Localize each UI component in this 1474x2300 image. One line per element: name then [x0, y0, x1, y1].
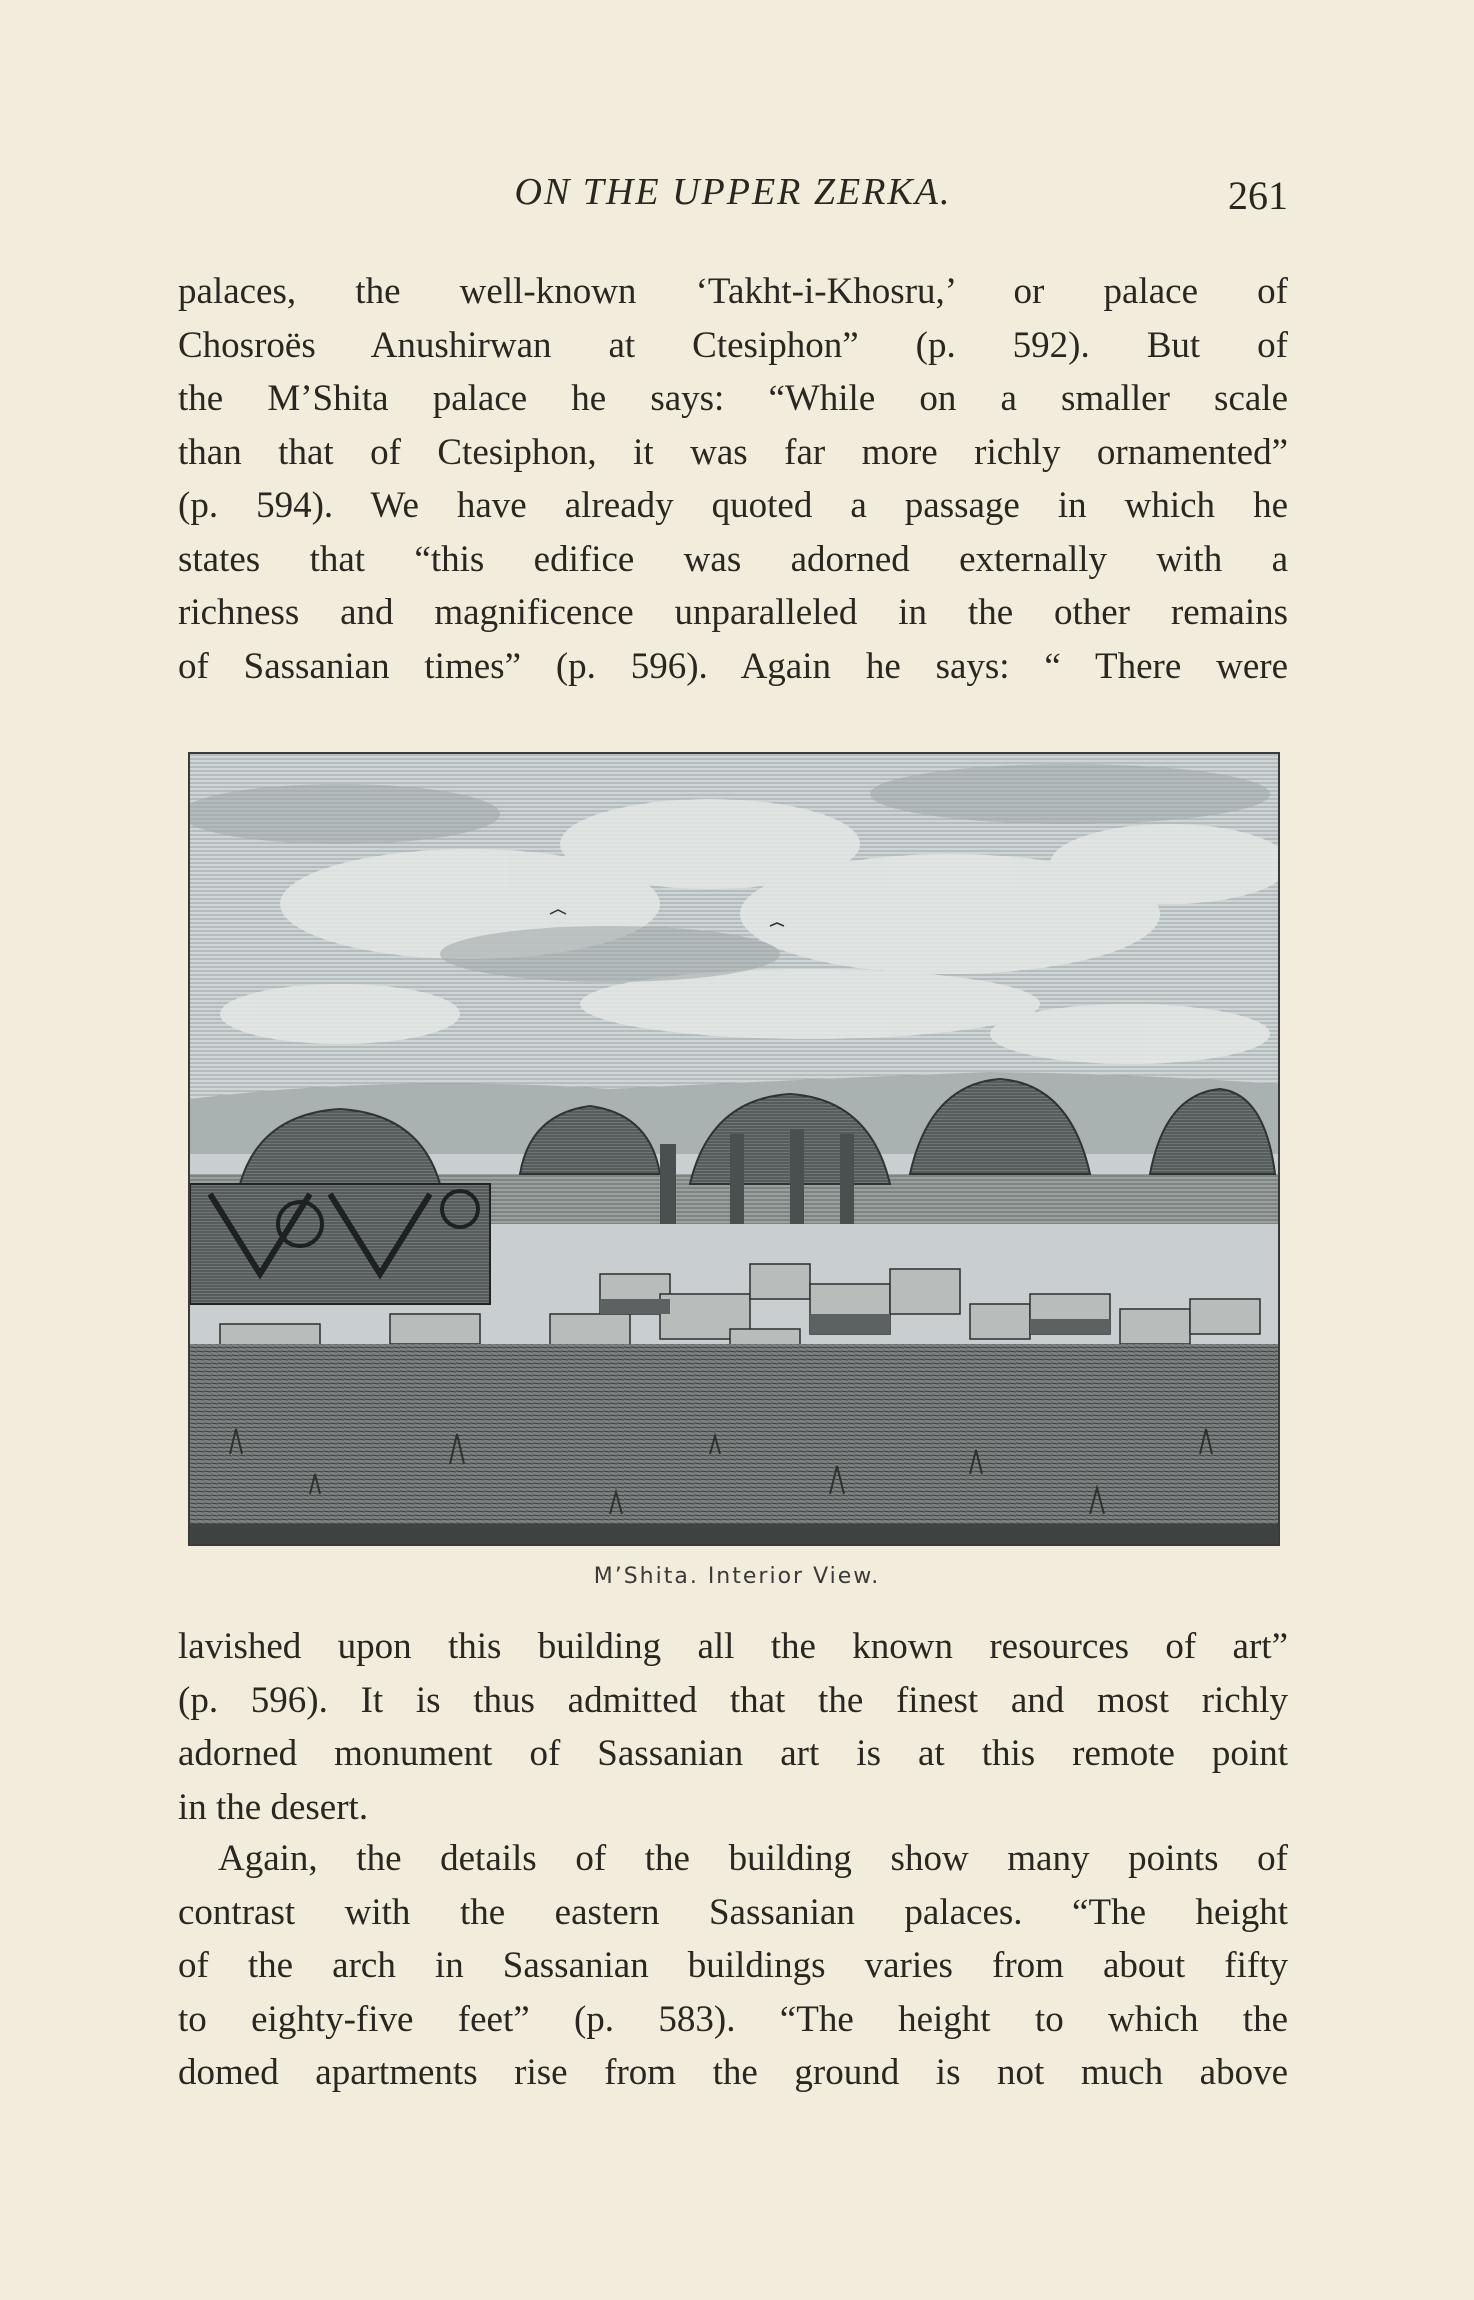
- ruins-engraving: [190, 754, 1278, 1544]
- text-line: Chosroës Anushirwan at Ctesiphon” (p. 592). But of: [178, 324, 1288, 366]
- text-line: palaces, the well-known ‘Takht-i-Khosru,’ or palace of: [178, 271, 1288, 312]
- figure-caption: M’Shita. Interior View.: [593, 1564, 881, 1589]
- paragraph: [178, 1832, 1288, 2100]
- text-line: states that “this edifice was adorned externally with a: [178, 538, 1288, 580]
- text-line: (p. 594). We have already quoted a passage in which he: [178, 485, 1288, 526]
- page-number: 261: [1228, 173, 1288, 218]
- running-title: ON THE UPPER ZERKA.: [514, 171, 952, 213]
- engraving-illustration: [188, 752, 1280, 1546]
- text-line: domed apartments rise from the ground is not much above: [178, 2052, 1288, 2093]
- text-line: Again, the details of the building show many points of: [218, 1838, 1288, 1879]
- text-line: of Sassanian times” (p. 596). Again he says: “ There were: [178, 645, 1288, 687]
- text-line: than that of Ctesiphon, it was far more richly ornamented”: [178, 431, 1288, 473]
- text-line: (p. 596). It is thus admitted that the finest and most richly: [178, 1679, 1288, 1721]
- text-line: in the desert.: [178, 1786, 369, 1828]
- text-line: the M’Shita palace he says: “While on a smaller scale: [178, 378, 1288, 419]
- running-head: [178, 170, 1288, 220]
- text-line: of the arch in Sassanian buildings varies from about fifty: [178, 1945, 1288, 1986]
- text-line: adorned monument of Sassanian art is at this remote point: [178, 1733, 1288, 1774]
- text-line: contrast with the eastern Sassanian palaces. “The height: [178, 1891, 1288, 1933]
- text-line: richness and magnificence unparalleled in the other remains: [178, 592, 1288, 633]
- paragraph-continued: [178, 265, 1288, 693]
- text-line: lavished upon this building all the known resources of art”: [178, 1626, 1288, 1667]
- paragraph-continued-after-figure: [178, 1620, 1288, 1834]
- text-line: to eighty-five feet” (p. 583). “The height to which the: [178, 1998, 1288, 2040]
- ground: [190, 1344, 1278, 1544]
